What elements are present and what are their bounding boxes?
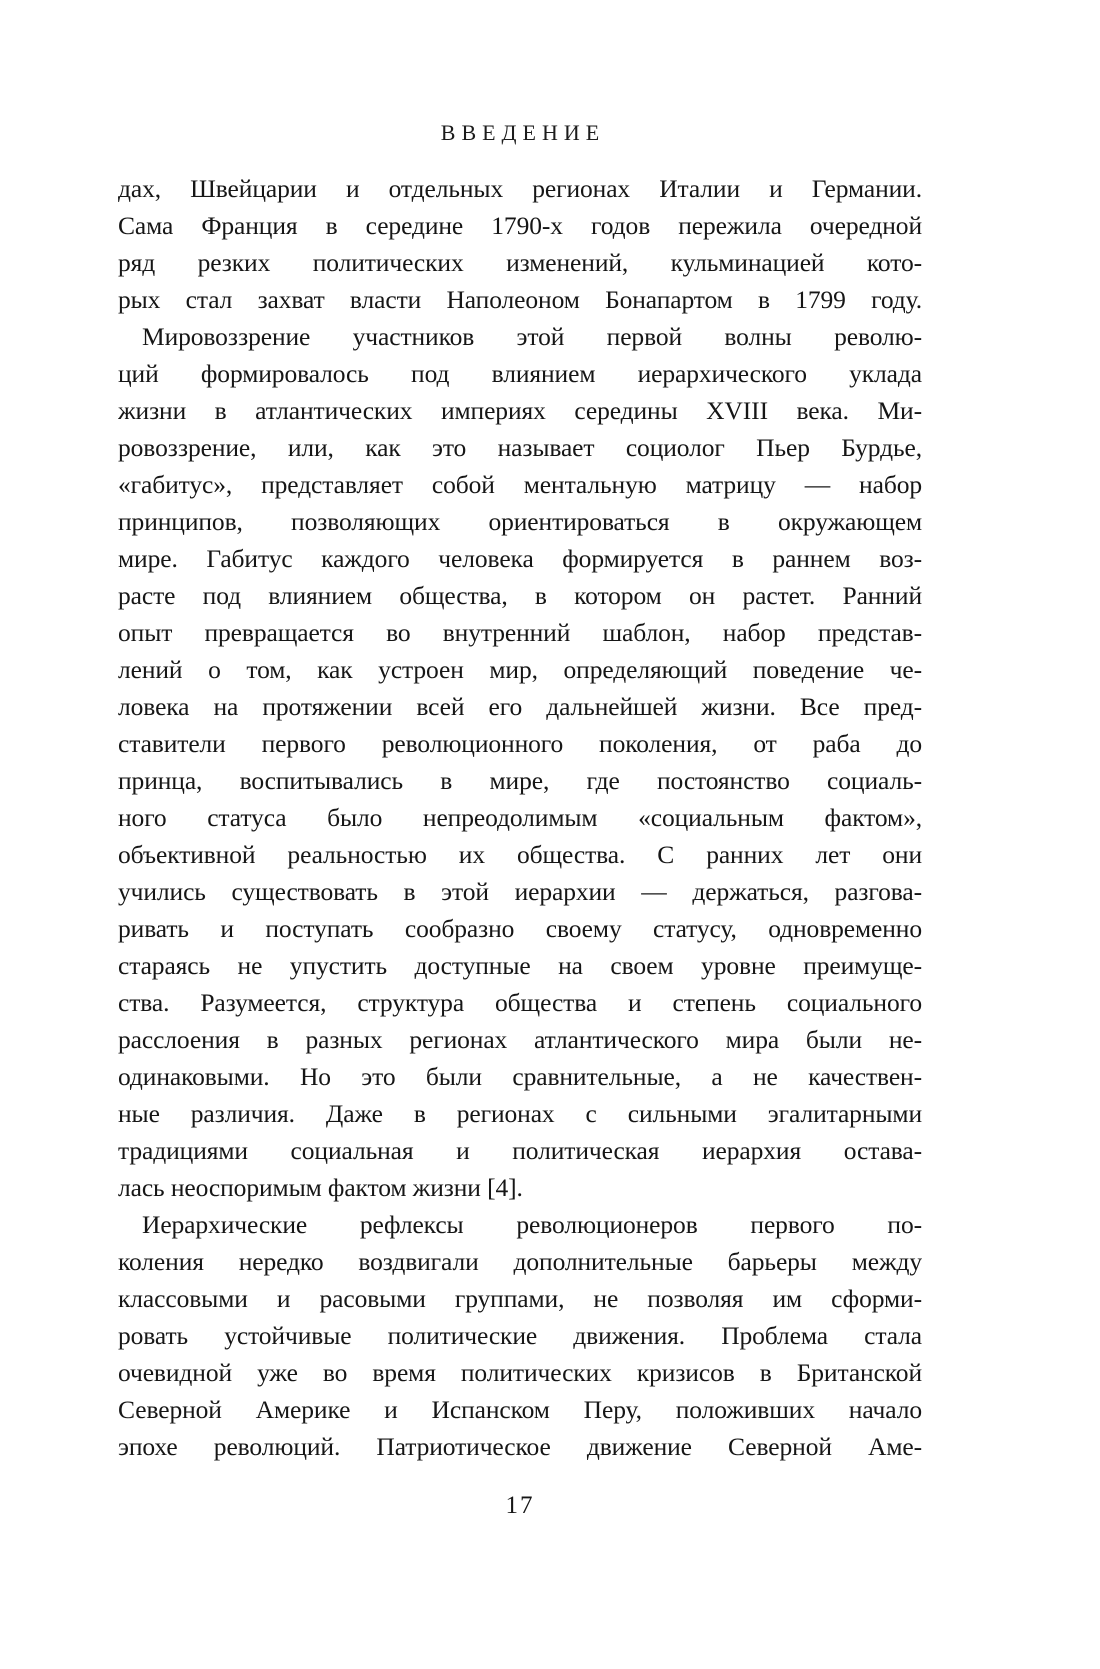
text-line: ривать и поступать сообразно своему статусу, одновременно <box>118 914 922 943</box>
text-line: дах, Швейцарии и отдельных регионах Италии и Германии. <box>118 174 922 203</box>
text-line: стараясь не упустить доступные на своем уровне преимуще- <box>118 951 922 980</box>
text-line: очевидной уже во время политических кризисов в Британской <box>118 1358 922 1387</box>
text-line: коления нередко воздвигали дополнительные барьеры между <box>118 1247 922 1276</box>
text-line: жизни в атлантических империях середины XVIII века. Ми- <box>118 396 922 425</box>
text-line: одинаковыми. Но это были сравнительные, а не качествен- <box>118 1062 922 1091</box>
text-line: ровать устойчивые политические движения. Проблема стала <box>118 1321 922 1350</box>
chapter-header: ВВЕДЕНИЕ <box>440 120 606 145</box>
text-line: ряд резких политических изменений, кульминацией кото- <box>118 248 922 277</box>
text-line: учились существовать в этой иерархии — держаться, разгова- <box>118 877 922 906</box>
text-line: расте под влиянием общества, в котором он растет. Ранний <box>118 581 922 610</box>
text-line: ставители первого революционного поколения, от раба до <box>118 729 922 758</box>
text-line: ные различия. Даже в регионах с сильными эгалитарными <box>118 1099 922 1128</box>
text-line: эпохе революций. Патриотическое движение Северной Аме- <box>118 1432 922 1461</box>
text-line: ций формировалось под влиянием иерархического уклада <box>118 359 922 388</box>
page-number: 17 <box>505 1492 535 1519</box>
text-line: принца, воспитывались в мире, где постоянство социаль- <box>118 766 922 795</box>
text-line: мире. Габитус каждого человека формируется в раннем воз- <box>118 544 922 573</box>
text-line: объективной реальностью их общества. С ранних лет они <box>118 840 922 869</box>
text-line: лась неоспоримым фактом жизни [4]. <box>118 1173 523 1202</box>
text-line: ровоззрение, или, как это называет социолог Пьер Бурдье, <box>118 433 922 462</box>
text-line: расслоения в разных регионах атлантического мира были не- <box>118 1025 922 1054</box>
text-line: Мировоззрение участников этой первой волны револю- <box>142 322 922 351</box>
text-line: опыт превращается во внутренний шаблон, набор представ- <box>118 618 922 647</box>
text-line: ловека на протяжении всей его дальнейшей жизни. Все пред- <box>118 692 922 721</box>
text-line: классовыми и расовыми группами, не позволяя им сформи- <box>118 1284 922 1313</box>
text-line: лений о том, как устроен мир, определяющий поведение че- <box>118 655 922 684</box>
text-line: традициями социальная и политическая иерархия остава- <box>118 1136 922 1165</box>
text-line: Иерархические рефлексы революционеров первого по- <box>142 1210 922 1239</box>
text-line: Северной Америке и Испанском Перу, положивших начало <box>118 1395 922 1424</box>
text-line: рых стал захват власти Наполеоном Бонапартом в 1799 году. <box>118 285 922 314</box>
text-line: Сама Франция в середине 1790-х годов пережила очередной <box>118 211 922 240</box>
text-line: «габитус», представляет собой ментальную матрицу — набор <box>118 470 922 499</box>
text-line: ства. Разумеется, структура общества и степень социального <box>118 988 922 1017</box>
text-block <box>118 170 922 1465</box>
text-line: принципов, позволяющих ориентироваться в окружающем <box>118 507 922 536</box>
text-line: ного статуса было непреодолимым «социальным фактом», <box>118 803 922 832</box>
